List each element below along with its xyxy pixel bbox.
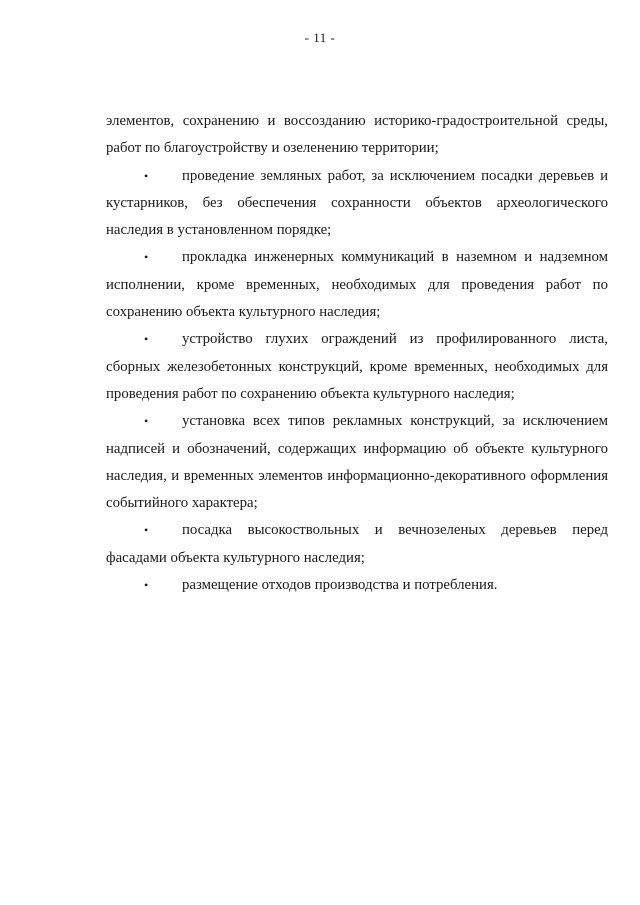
list-item (106, 163, 608, 245)
bullet-icon: • (144, 414, 149, 429)
document-body (106, 108, 608, 599)
bullet-icon: • (144, 332, 149, 347)
list-item (106, 572, 608, 599)
list-item (106, 326, 608, 408)
list-item-text: прокладка инженерных коммуникаций в наземном и надземном исполнении, кроме временных, необходимых для проведения работ по сохранению объекта культурного наследия; (106, 249, 608, 321)
intro-paragraph: элементов, сохранению и воссозданию историко-градостроительной среды, работ по благоустройству и озеленению территории; (106, 113, 608, 157)
list-item-text: устройство глухих ограждений из профилированного листа, сборных железобетонных конструкций, кроме временных, необходимых для проведения работ по сохранению объекта культурного наследия; (106, 331, 608, 402)
list-item-text: посадка высокоствольных и вечнозеленых деревьев перед фасадами объекта культурного наследия; (106, 522, 608, 566)
bullet-icon: • (144, 168, 149, 183)
list-item (106, 408, 608, 517)
page-number: - 11 - (304, 30, 336, 45)
bullet-icon: • (144, 250, 149, 265)
list-item-text: размещение отходов производства и потребления. (182, 577, 498, 594)
bullet-icon: • (144, 523, 149, 538)
list-item (106, 517, 608, 572)
list-item (106, 244, 608, 326)
list-item-text: проведение земляных работ, за исключением посадки деревьев и кустарников, без обеспечения сохранности объектов археологического наследия в установленном порядке; (106, 167, 608, 239)
bullet-icon: • (144, 578, 149, 593)
list-item-text: установка всех типов рекламных конструкций, за исключением надписей и обозначений, содержащих информацию об объекте культурного наследия, и временных элементов информационно-декоративного оформления событийного характера; (106, 413, 608, 512)
